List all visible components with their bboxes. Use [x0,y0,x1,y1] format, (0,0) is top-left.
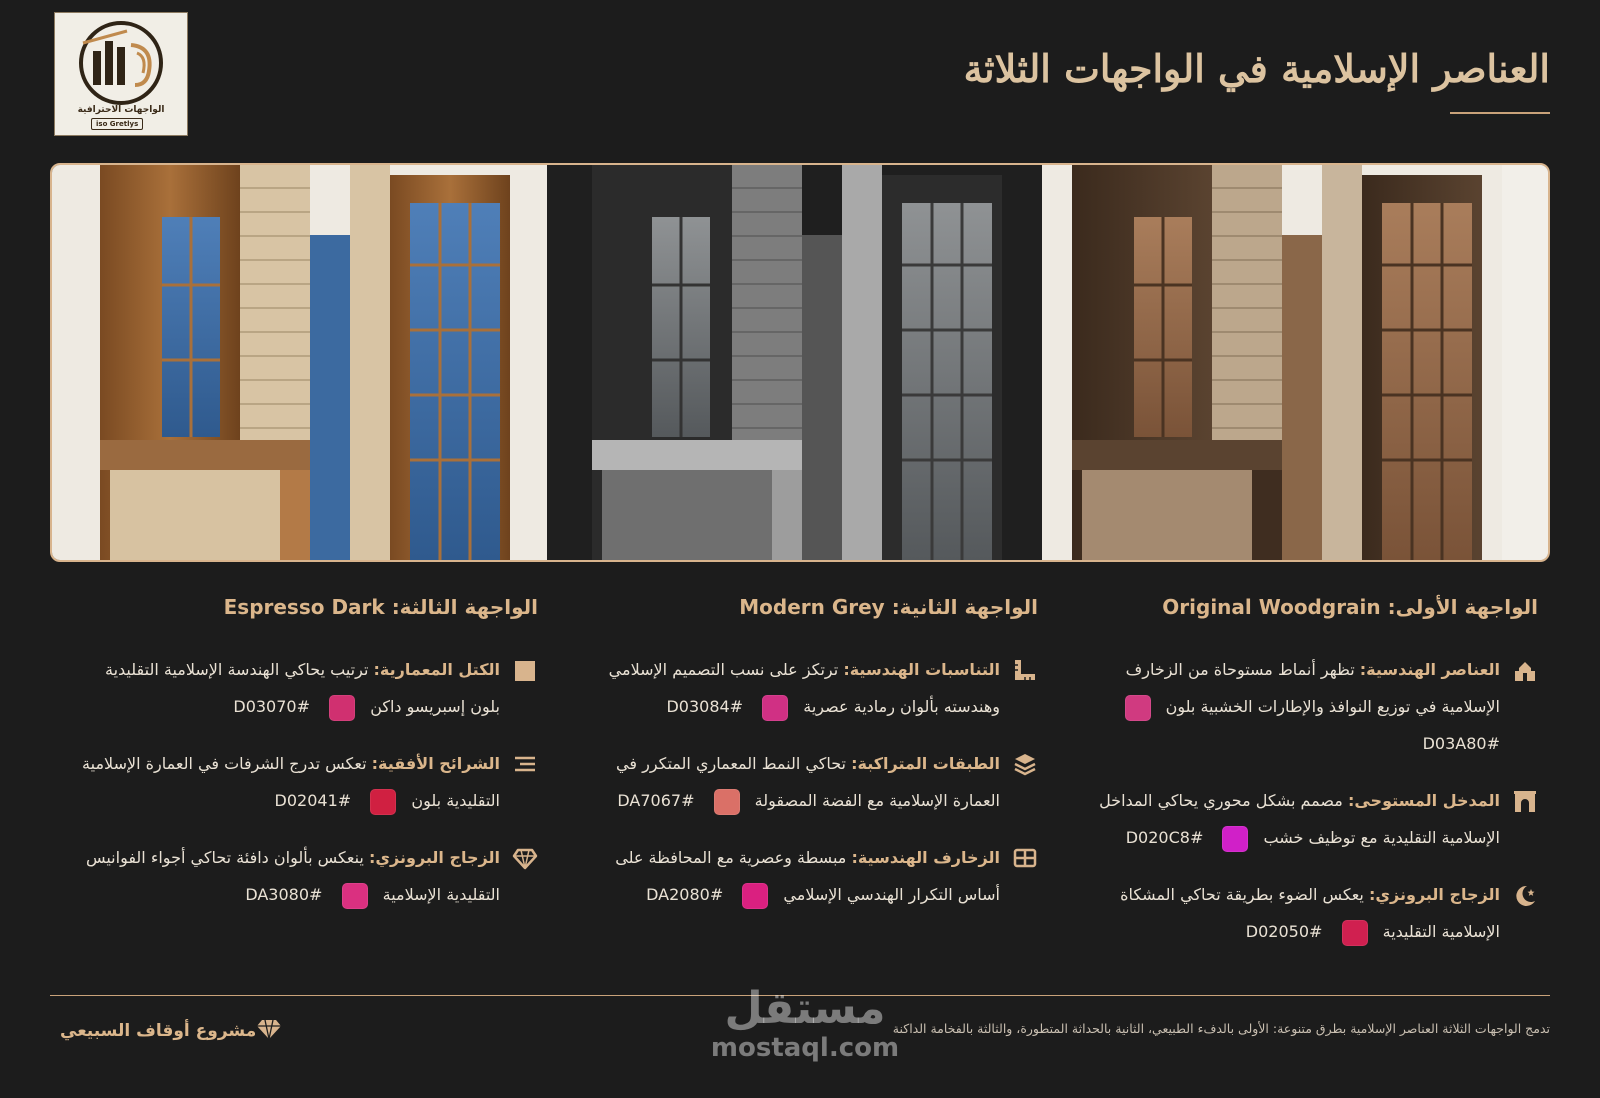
company-logo [54,12,188,136]
watermark [700,985,910,1063]
feature-description: يعكس الضوء بطريقة تحاكي المشكاة الإسلامية التقليدية [1120,885,1500,941]
footer-project [50,1018,282,1044]
project-name: مشروع أوقاف السبيعي [60,1021,257,1041]
feature-text [78,651,508,725]
facade-columns [50,585,1550,975]
facade-2-title-name: Modern Grey [739,595,885,619]
facade-column-2 [550,585,1050,975]
feature-item [578,651,1038,725]
mosque-icon [1508,657,1538,683]
square-block-icon [508,657,538,683]
feature-text [578,745,1008,819]
color-code: #DA2080 [646,885,724,904]
feature-label: الكتل المعمارية: [373,660,500,679]
diamond-icon [256,1018,282,1044]
crescent-star-icon [1508,882,1538,908]
feature-item [78,745,538,819]
feature-label: المدخل المستوحى: [1347,791,1500,810]
footer-summary: تدمج الواجهات الثلاثة العناصر الإسلامية بطرق متنوعة: الأولى بالدفء الطبيعي، الثانية بالحداثة المتطورة، والثالثة بالفخامة الداكنة [892,1021,1550,1036]
feature-label: التناسبات الهندسية: [843,660,1000,679]
color-swatch [342,883,368,909]
facade-2-title [578,595,1038,619]
feature-item [1078,651,1538,762]
feature-description: تظهر أنماط مستوحاة من الزخارف الإسلامية في توزيع النوافذ والإطارات الخشبية بلون [1125,660,1500,716]
feature-label: العناصر الهندسية: [1359,660,1500,679]
logo-emblem-icon [55,13,187,105]
facade-2-title-prefix: الواجهة الثانية: [891,595,1038,619]
logo-brand: iso Gretlys [91,118,143,130]
feature-label: الزخارف الهندسية: [851,848,1000,867]
feature-item [578,839,1038,913]
color-swatch [329,695,355,721]
grid-ornament-icon [1008,845,1038,871]
color-code: #DA3080 [245,885,323,904]
feature-item [78,839,538,913]
feature-description: مبسطة وعصرية مع المحافظة على أساس التكرار الهندسي الإسلامي [615,848,1000,904]
feature-text [78,839,508,913]
watermark-arabic: مستقل [724,983,886,1034]
feature-text [1078,782,1508,856]
watermark-latin: mostaql.com [710,1033,900,1063]
feature-description: تحاكي النمط المعماري المتكرر في العمارة الإسلامية مع الفضة المصقولة [616,754,1000,810]
feature-description: تعكس تدرج الشرفات في العمارة الإسلامية التقليدية بلون [82,754,500,810]
feature-label: الطبقات المتراكبة: [851,754,1000,773]
facade-1-title-prefix: الواجهة الأولى: [1387,595,1538,619]
feature-item [1078,876,1538,950]
color-code: #D02041 [274,791,352,810]
color-code: #D020C8 [1125,828,1204,847]
layers-icon [1008,751,1038,777]
horizontal-lines-icon [508,751,538,777]
facade-1-title-name: Original Woodgrain [1162,595,1381,619]
feature-text [1078,876,1508,950]
page-title: العناصر الإسلامية في الواجهات الثلاثة [963,46,1550,91]
color-swatch [1222,826,1248,852]
facade-3-title [78,595,538,619]
color-code: #D03084 [666,697,744,716]
color-code: #D03A80 [1422,734,1500,753]
feature-description: ينعكس بألوان دافئة تحاكي أجواء الفوانيس التقليدية الإسلامية [85,848,500,904]
facade-3-title-prefix: الواجهة الثالثة: [391,595,538,619]
color-swatch [1125,695,1151,721]
footer-divider [50,995,1550,996]
color-swatch [370,789,396,815]
facade-column-1 [1050,585,1550,975]
color-code: #D03070 [233,697,310,716]
facades-rendering [50,163,1550,562]
color-swatch [714,789,740,815]
feature-description: ترتيب يحاكي الهندسة الإسلامية التقليدية بلون إسبريسو داكن [104,660,500,716]
feature-item [78,651,538,725]
color-code: #D02050 [1245,922,1323,941]
title-underline [1450,112,1550,114]
feature-description: ترتكز على نسب التصميم الإسلامي وهندسته بألوان رمادية عصرية [608,660,1000,716]
color-code: #DA7067 [617,791,695,810]
logo-caption: الواجهات الاحترافية [77,105,165,115]
feature-text [578,651,1008,725]
feature-label: الشرائح الأفقية: [371,754,500,773]
facade-3-title-name: Espresso Dark [223,595,385,619]
feature-text [578,839,1008,913]
gem-icon [508,845,538,871]
color-swatch [1342,920,1368,946]
feature-text [78,745,508,819]
feature-label: الزجاج البرونزي: [368,848,500,867]
feature-item [1078,782,1538,856]
feature-item [578,745,1038,819]
facades-illustration [52,165,1548,560]
color-swatch [762,695,788,721]
arch-door-icon [1508,788,1538,814]
facade-column-3 [50,585,550,975]
feature-description: مصمم بشكل محوري يحاكي المداخل الإسلامية التقليدية مع توظيف خشب [1099,791,1500,847]
feature-text [1078,651,1508,762]
facade-1-title [1078,595,1538,619]
ruler-icon [1008,657,1038,683]
color-swatch [742,883,768,909]
feature-label: الزجاج البرونزي: [1368,885,1500,904]
